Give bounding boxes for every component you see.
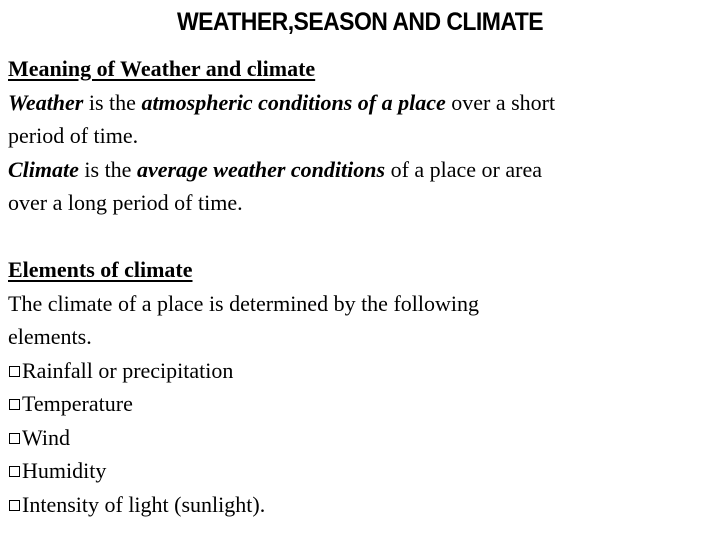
slide-body bbox=[8, 52, 720, 521]
climate-text-1: is the bbox=[78, 156, 137, 182]
weather-definition bbox=[8, 86, 720, 120]
list-item-label: Intensity of light (sunlight). bbox=[22, 491, 266, 517]
square-bullet-icon bbox=[9, 500, 20, 511]
weather-text-1: is the bbox=[83, 89, 142, 115]
weather-definition-line2: period of time. bbox=[8, 123, 139, 148]
section-heading-meaning: Meaning of Weather and climate bbox=[8, 56, 316, 81]
term-weather: Weather bbox=[8, 89, 84, 115]
square-bullet-icon bbox=[9, 399, 20, 410]
list-item bbox=[8, 387, 720, 421]
square-bullet-icon bbox=[9, 433, 20, 444]
climate-text-2: of a place or area bbox=[385, 156, 543, 182]
list-item-label: Humidity bbox=[22, 458, 107, 483]
list-item bbox=[8, 454, 720, 488]
weather-emphasis: atmospheric conditions of a place bbox=[141, 89, 446, 115]
elements-intro-line1: The climate of a place is determined by the following bbox=[8, 290, 480, 316]
list-item bbox=[8, 354, 720, 388]
list-item bbox=[8, 488, 720, 522]
square-bullet-icon bbox=[9, 366, 20, 377]
list-item-label: Wind bbox=[22, 424, 70, 450]
weather-text-2: over a short bbox=[445, 89, 556, 115]
elements-intro-line2: elements. bbox=[8, 324, 92, 349]
section-heading-elements: Elements of climate bbox=[8, 257, 193, 282]
climate-emphasis: average weather conditions bbox=[136, 156, 386, 182]
list-item-label: Rainfall or precipitation bbox=[22, 357, 234, 383]
slide-title: WEATHER,SEASON AND CLIMATE bbox=[176, 8, 543, 36]
climate-definition-line2: over a long period of time. bbox=[8, 190, 243, 215]
square-bullet-icon bbox=[9, 466, 20, 477]
spacer bbox=[8, 220, 720, 254]
list-item bbox=[8, 421, 720, 455]
climate-definition bbox=[8, 153, 720, 187]
list-item-label: Temperature bbox=[22, 391, 133, 416]
term-climate: Climate bbox=[8, 156, 79, 182]
